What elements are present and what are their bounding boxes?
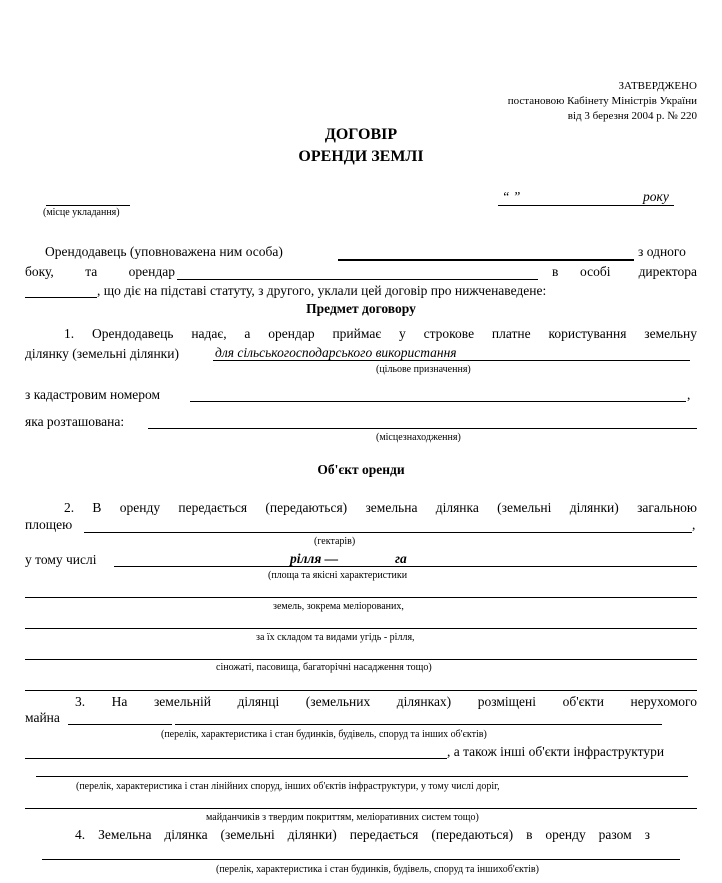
transfer-objects-blank-line bbox=[42, 859, 680, 860]
intro-line-2-mid: в bbox=[552, 264, 559, 279]
melior-caption: земель, зокрема меліорованих, bbox=[273, 601, 404, 612]
purpose-caption: (цільове призначення) bbox=[376, 364, 471, 375]
place-blank-line bbox=[46, 205, 130, 206]
paragraph-4-line-1: 4. Земельна ділянка (земельні ділянки) передається (передаються) в оренду разом з bbox=[75, 827, 650, 842]
intro-line-3: , що діє на підставі статуту, з другого, уклали цей договір про нижченаведене: bbox=[97, 283, 547, 298]
document-title-line-1: ДОГОВІР bbox=[324, 126, 398, 143]
location-blank-line bbox=[148, 428, 697, 429]
lessee-blank-line bbox=[177, 279, 538, 280]
transfer-objects-caption: (перелік, характеристика і стан будинків, будівель, споруд та іншихоб'єктів) bbox=[216, 864, 539, 875]
intro-word: боку, bbox=[25, 264, 54, 279]
area-label: площею bbox=[25, 517, 73, 532]
quality-caption: (площа та якісні характеристики bbox=[268, 570, 408, 581]
intro-line-2-start bbox=[25, 264, 175, 280]
infrastructure-label: , а також інші об'єкти інфраструктури bbox=[447, 744, 665, 759]
hayfields-caption: сіножаті, пасовища, багаторічні насадження тощо) bbox=[216, 662, 432, 673]
linear-structures-blank-line bbox=[36, 776, 688, 777]
cadastre-end: , bbox=[687, 387, 691, 402]
including-label: у тому числі bbox=[25, 552, 97, 567]
intro-word: директора bbox=[638, 264, 697, 279]
paragraph-3-line-1: 3. На земельній ділянці (земельних ділянках) розміщені об'єкти нерухомого bbox=[75, 694, 697, 709]
approval-line-3: від 3 березня 2004 р. № 220 bbox=[567, 110, 697, 122]
section-heading-object: Об'єкт оренди bbox=[317, 462, 405, 477]
paragraph-2-line-1: 2. В оренду передається (передаються) земельна ділянка (земельні ділянки) загальною bbox=[64, 500, 697, 515]
intro-word: особі bbox=[580, 264, 611, 279]
infrastructure-blank-line bbox=[25, 758, 447, 759]
hayfields-blank-line-2 bbox=[25, 690, 697, 691]
intro-line-1-start: Орендодавець (уповноважена ним особа) bbox=[45, 244, 283, 259]
location-caption: (місцезнаходження) bbox=[376, 432, 461, 443]
intro-word: орендар bbox=[128, 264, 175, 279]
cadastre-label: з кадастровим номером bbox=[25, 387, 161, 402]
area-caption: (гектарів) bbox=[314, 536, 356, 547]
hectare-unit: га bbox=[395, 551, 407, 566]
intro-word: та bbox=[85, 264, 98, 279]
date-quotes: “ ” bbox=[502, 189, 521, 204]
intro-line-1-end: з одного bbox=[638, 244, 686, 259]
document-title-line-2: ОРЕНДИ ЗЕМЛІ bbox=[298, 148, 424, 165]
approval-line-1: ЗАТВЕРДЖЕНО bbox=[618, 80, 697, 92]
approval-line-2: постановою Кабінету Міністрів України bbox=[507, 95, 697, 107]
area-end: , bbox=[692, 517, 696, 532]
property-blank-line-long bbox=[175, 724, 662, 725]
purpose-value: для сільськогосподарського використання bbox=[215, 345, 457, 360]
cadastre-blank-line bbox=[190, 401, 686, 402]
pads-caption: майданчиків з твердим покриттям, меліоративних систем тощо) bbox=[206, 812, 479, 823]
intro-line-2-end bbox=[580, 264, 697, 280]
hayfields-blank-line bbox=[25, 659, 697, 660]
paragraph-1-line-1: 1. Орендодавець надає, а орендар приймає у строкове платне користування земельну bbox=[64, 326, 697, 341]
composition-blank-line bbox=[25, 628, 697, 629]
linear-structures-caption: (перелік, характеристика і стан лінійних споруд, інших об'єктів інфраструктури, у тому числі доріг, bbox=[76, 781, 500, 792]
area-blank-line bbox=[84, 532, 692, 533]
place-caption: (місце укладання) bbox=[43, 207, 120, 218]
date-blank-line bbox=[498, 205, 674, 206]
property-blank-line-short bbox=[68, 724, 172, 725]
arable-value: рілля — bbox=[290, 551, 339, 566]
pads-blank-line bbox=[25, 808, 697, 809]
date-year-word: року bbox=[643, 189, 669, 204]
paragraph-1-line-2-start: ділянку (земельні ділянки) bbox=[25, 346, 179, 361]
lessor-blank-line bbox=[338, 259, 634, 261]
section-heading-subject: Предмет договору bbox=[306, 301, 416, 316]
location-label: яка розташована: bbox=[25, 414, 125, 429]
composition-caption: за їх складом та видами угідь - рілля, bbox=[256, 632, 415, 643]
buildings-caption: (перелік, характеристика і стан будинків, будівель, споруд та інших об'єктів) bbox=[161, 729, 487, 740]
director-blank-line bbox=[25, 297, 97, 298]
melior-blank-line bbox=[25, 597, 697, 598]
property-label: майна bbox=[25, 710, 60, 725]
